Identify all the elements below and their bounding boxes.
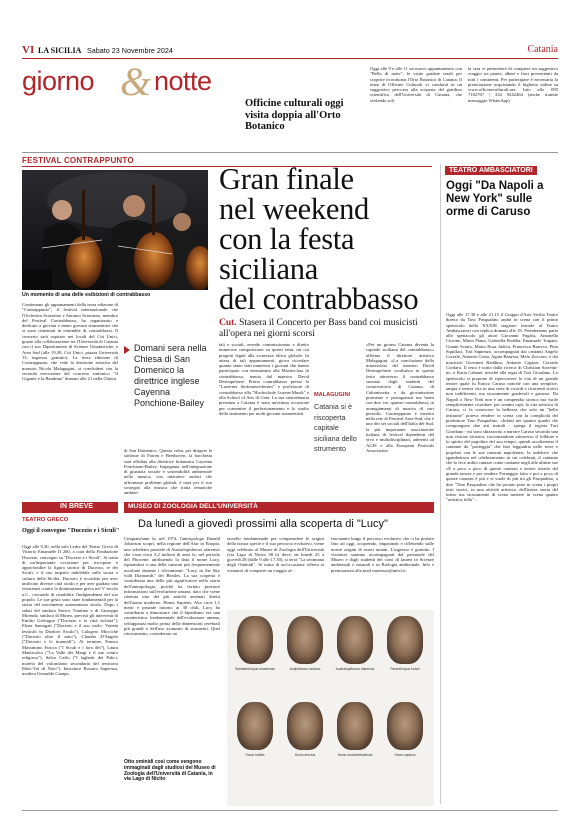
teatro-tag: TEATRO AMBASCIATORI [445,166,537,175]
festival-col-c: tali e sociali, avendo commissionato e diretto numerose composizioni su questi temi, tra cui progetti legati alla sicurezza idrica globale. In attesa di tali appuntamenti, giova ricordare quanto siano stati numerosi i giovani che hanno partecipato con entusiasmo alla Masterclass di contrabbasso, tenuta dal maestro David Desimpelaere. Primo contrabbasso presso la "Luzerner Sinfonieorchester" e professore di contrabbasso alla "Hochschule Luzern-Musik" e alla School of Arts di Gent. La sua straordinaria presenza a Catania è stata un'ottima occasione per consentire il perfezionamento e lo studio dello strumento per molti giovani strumentisti. [219,342,309,416]
museo-bar: MUSEO DI ZOOLOGIA DELL'UNIVERSITÀ [124,502,434,513]
festival-col-a: Continuano gli appuntamenti della terza edizione di "Contrappunto", il festival internazionale che l'Orchestra Scontrino e Antonio Scontrino, membro del Festival Contrabbasso, ha organizzato e dedicato a giovani e meno giovani strumentisti che si sono cimentati in ensemble di contrabbassi. Il concerto sarà ospitato nei locali del Cut Unict, grazie alla collaborazione tra l'Università di Catania con il suo Dipartimento di Scienze Umanistiche, e Area Sud (alle 19,30, Cut Unict, piazza Università 13, ingresso gratuito). La terza edizione di Contrappunto, che vede la direzione artistica del maestro Nicola Malagugini, si concluderà con la seconda esecuzione del concerto sinfonico "Il Gigante e la Bambina" domani alle 21 nella Chiesa [22,302,118,382]
skull-label-4: Paranthropus boisei [390,667,420,671]
city-name: Catania [527,44,558,55]
skull-label-8: Homo sapiens [394,753,416,757]
page-number: VI [22,44,35,56]
double-bass-players-illustration [22,170,208,290]
teatro-text: Oggi alle 17.30 e alle 21.15 il Gruppo d'Arte Sicilia Teatro diretto da Tino Pasqualino andrà in scena con il primo spettacolo della XXXIII stagione teatrale al Teatro Ambasciatori con replica domani alle 18. Prenderanno parte allo spettacolo gli attori Giovanni Fuglisi, Antonella Cirrone, Maria Piana, Gabriella Roddia, Emanuele Trapani, Gianni Sciuto, Maria Rosa Judica, Francesca Barreca, Pino Squillaci, Toti Sapienza, accompagnati dai cantanti Angelo Corrale, Antonio Costa, Agata Banesta, Melo Zuccaro, e dai musicisti Giovanni Raddino, Antonio Capizzi, Corrado Cordaro. Il testo è tratto dalla ricerca di Christian Sorrenti-no, e Katia Cabanè, nonché alla regia di Turi Giordano. Lo spettacolo si propone di ripercorrere la vita di un grande tenore quale fu Enrico Caruso nonché con una semplice, ampia e tenera vita in una serie di ricordi e ricorrenti storici non indifferenti, ma sicuramente gradevoli e gustose. Da Napoli a New York non è un compendio storico ma vuole semplicemente ricordare, per sommi capi, la vita artistica di Caruso, ci fa conoscere la bellezza che solo un "bello teatrante" poteva rendere in scena con la complicità del produttore Tino Pasqualino. «Infatti nei quattro quadri che compongono due atti teatrali - spiega il regista Turi Giordano - mi sono sbizzarrito a narrare Caruso secondo una mia visione artistica, raccontandone attraverso il folklore e lo spirito del popolino del suo tempo; quindi ascolteremo il cantante da "posteggia" che fare leggiadria nelle serre e popolari con le sue canzoni napoletane, la sodderce che sgambettava nel celebrarmento in cui celebrati, il cantante che lo fece ardito cantare come cantante negli alle ultime sue «E a poco a poco di queste canzoni e tenero ritratto del grande tenore e per rendere Fornaggio fatto e poi a poco di queste canzoni è più e si vuole di più tra gli Pasqualino, a dire "Tino Pasqualino che ha portato pure in scena i propri testi storici, in una attività artistica, dell'intera storia del teatro ma sicuramente di scena mettere in scena quanto "artistica folla"... [446,312,558,503]
festival-tag: FESTIVAL CONTRAPPUNTO [22,156,134,165]
hominid-skull-2 [287,616,323,664]
side-quote-text: Catania si è riscoperta capitale siciliana dello strumento [314,402,357,453]
museo-caption: Otto ominidi così come vengono immaginati dagli studiosi del Museo di Zoologia dell'Università di Catania, in via Lago di Nicito [124,759,216,783]
teatro-box [440,164,558,804]
section-word-notte: notte [154,66,212,96]
hominid-skull-6 [287,702,323,750]
skull-label-3: Australopithecus afarensis [335,667,375,671]
teaser-text-col2: la sera vi permetterà di compiere un suggestivo viaggio tra piante, alberi e fiori provenienti da tutti i continenti. Per partecipare è necessaria la prenotazione acquistando il biglietto online su www.officineculturali.net. Info allo 095 7102767 | 334 9242464 (anche tramite messaggio WhatsApp). [468,66,558,103]
festival-col-d: «Per un giorno Catania diventa la capitale siciliana del contrabbasso» afferma il direttore artistico Malagugini. «La conclusione della masterclass del maestro David Desimpelaere confluisce in questa festa attraverso il contrabbasso suonato dagli studenti del conservatorio di Catania, di Caltanissetta e da giovanissime promesse e protagonisti ma brani con due, tre, quattro contrabbassi, in arrangiamenti di musica di vari periodi». Contrappunto è inserito nella rete di Festival Area-Sud, che è uno dei sei sociali dell'Italia del Sud, la più importante associazione italiana di festival dipendenti dal vivo e multidisciplinari, aderenti ad AGIS e alla European Festivals Association. [366,342,434,453]
skull-label-6: Homo erectus [294,753,316,757]
festival-col-b: di San Domenico. Questa volta, per dirigere le sinfonie di Farren e Beethoven, la bacchetta sarà affidata alla direttrice britannica Cayenna Ponchione-Bailey. Impegnata nell'integrazione di giustizia sociale e sostenibilità ambientale nella musica, con iniziative audaci che affrontano problemi globali, è nota per il suo sostegno alla musica che tratta tematiche ambien- [124,448,212,496]
hominid-skull-8 [387,702,423,750]
skull-label-2: Ardipithecus ramidus [289,667,321,671]
in-breve-bar: IN BREVE [22,502,118,513]
skull-label-7: Homo neanderthalensis [337,753,373,757]
pull-quote [124,343,212,439]
pull-quote-arrow-icon [124,346,130,354]
newspaper-name: LA SICILIA [38,46,82,55]
museo-col2: tassello fondamentale per comprendere le origini della nostra specie e il suo percorso evolutivo, viene oggi celebrato al Museo di Zoologia dell'Università (via Lago di Nicito 38 b) dove, da lunedì 25 a giovedì 28 (dalle 9 alle 17.30), si terrà "La settimana degli Ominidi". Si tratta di un'occasione offerta ai visitatori di compiere un viaggio af- [227,536,324,573]
teaser-rule [22,152,558,153]
teaser-headline: Officine culturali oggi visita doppia all'Orto Botanico [245,98,344,132]
teaser-text-col1: Oggi alle 9 e alle 11 un nuovo appuntamento con "Bella di notte", le visite guidate serali per scoprire in notturna l'Orto Botanico di Catania. Il team di Officine Culturali vi condurrà in un suggestivo percorso alla scoperta del giardino scientifico dell'Università di Catania, che svelando soli [370,66,462,103]
subhead-kicker: Cut. [219,318,237,328]
festival-subhead [219,318,434,339]
side-quote [314,392,362,492]
side-quote-author: MALAGUGINI [314,392,351,398]
photo-caption: Un momento di una delle esibizioni di contrabbasso [22,292,151,298]
subhead-text: Stasera il Concerto per Bass band coi musicisti all'opera nei giorni scorsi [219,318,418,339]
page-header [22,44,558,58]
header-rule [22,58,558,59]
section-title [22,59,242,106]
contrabbasso-photo [22,170,208,290]
in-breve-tag: TEATRO GRECO [22,517,69,523]
skull-label-1: Sahelanthropus tchadensis [235,667,275,671]
issue-date: Sabato 23 Novembre 2024 [87,46,173,55]
hominid-skull-3 [337,616,373,664]
hominid-skull-5 [237,702,273,750]
hominid-skull-4 [387,616,423,664]
teatro-headline: Oggi "Da Napoli a New York" sulle orme di Caruso [446,180,544,218]
festival-headline [219,164,434,314]
headline-line-5: del contrabbasso [219,282,419,316]
pull-quote-text: Domani sera nella Chiesa di San Domenico la direttrice inglese Cayenna Ponchione-Bailey [134,343,207,408]
in-breve-text: Oggi alle 9,30, nella sala Ledra del Teatro Greco di Vittorio Emanuele II 260, a cura della Fondazione Ducezio, convegno su "Ducezio e i Siculi". Si tratta di un'importante occasione per riscoprire e approfondire la figura storica di Ducezio, re dei Siculi, e il suo impatto indelebile sulla storia e cultura della Sicilia. Ducezio è ricordato per aver unificato diverse città siculo e per aver guidato una resistenza contro la dominazione greca nel V secolo a.C., cercando di ristabilire l'indipendenza del suo popolo. Le sue gesta sono state fondamentali per la storia del movimento autonomista siculo. Dopo i saluti del sindaco Enrico Trantino e di Giuseppe Mirenda, sindaco di Mineo, previsti gli interventi di Emilio Galvagno ("Ducezio e la città sicliota"), Elena Santagati ("Ducezio e il suo ruolo: Varietà lessicali in Diodoro Siculo"), Calogero Miccichè ("Ducezio oltre il mito"), Claudio D'Angelo ("Ducezio e le tirannidi"). Al termine, Franco Massimino Fracca ("I Siculi e i loro dèi"), Laura Maniscalco ("La Valle dei Margi e il suo centro religioso"), Salvo Caffo ("I laghetti dei Palici, mofeta del vulcanismo secondario del territorio Ibleo-Val di Noto"). Introduce Rosario Sapienza, modera Gesualdo Campo. [22,544,118,677]
museo-headline: Da lunedì a giovedì prossimi alla scoperta di "Lucy" [138,518,388,530]
hominid-skull-1 [237,616,273,664]
museo-col3: fascinante lungo il percorso evolutivo che ci ha portato fino ad oggi, scoprendo, imparando e riflettendo sulle nostre origini di esseri umani. L'ingresso è gratuito. I visitatori saranno accompagnati dal personale del Museo e dagli studenti dei corsi di laurea in Scienze ambientali e naturali e in Biologia ambientale. Info e prenotazioni alla mail museozo@unict.it. [331,536,434,573]
hominid-skull-7 [337,702,373,750]
section-ampersand: & [120,59,152,104]
headline-line-4: siciliana [219,252,318,286]
headline-line-2: nel weekend [219,192,369,226]
hominid-skulls-photo [227,610,434,806]
skull-label-5: Homo habilis [245,753,265,757]
section-word-giorno: giorno [22,66,95,96]
museo-col1: Cinquant'anni fa, nel 1974, l'antropologo Donald Johanson scoprì, nella regione dell'Afar in Etiopia, uno scheletro parziale di Australopithecus afarensis che visse circa 3,2 milioni di anni fa, nel periodo del Pliocene, attribuendo la data il nome Lucy, ispirandosi a una delle canzoni più frequentemente ascoltate durante i rilevamenti: "Lucy in the Sky with Diamonds" dei Beatles. La sua scoperta è considerata una delle più significative nella storia dell'antropologia, poiché ha fornito preziose informazioni sull'evoluzione umana, dato che viene ritenuta uno dei più antichi antenati diretti dell'uomo moderno, Homo Sapiens. Alta circa 1,1 metri e pesante intorno ai 30 chili, Lucy ha contribuito a dimostrare che il bipedismo era una caratteristica fondamentale dell'evoluzione umana, sviluppatasi molto prima delle dimensioni cerebrali più grandi o dell'uso avanzato di strumenti. Quel ritrovamento, considerato un [124,536,220,637]
headline-line-3: con la festa [219,222,355,256]
headline-line-1: Gran finale [219,162,354,196]
in-breve-headline: Oggi il convegno "Ducezio e i Siculi" [22,527,120,534]
bottom-rule [22,810,558,811]
